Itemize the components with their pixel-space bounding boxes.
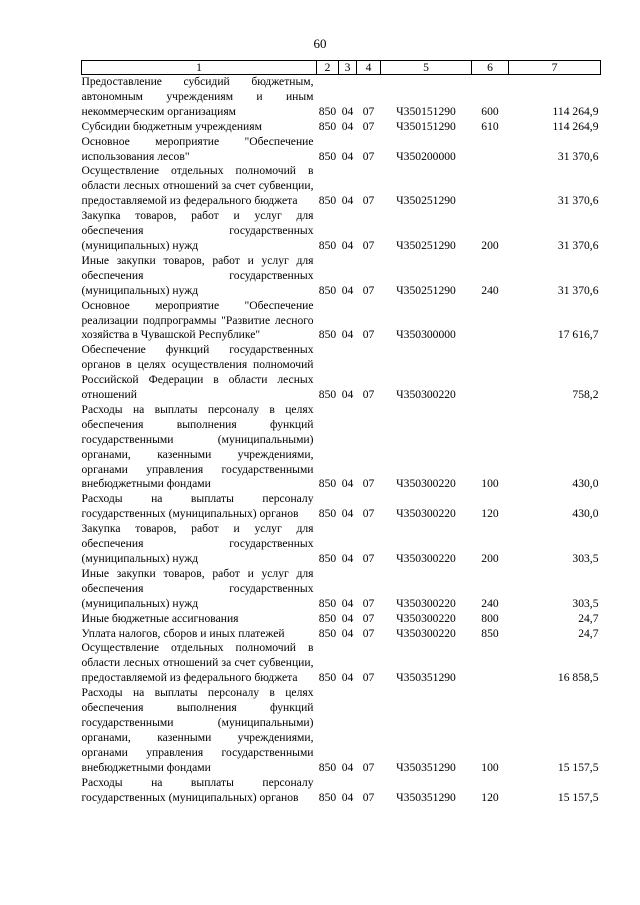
table-row: [82, 492, 601, 522]
header-col-6: 6: [472, 61, 509, 75]
amount-value: 24,7: [578, 626, 599, 640]
table-row: [82, 567, 601, 612]
ministry-code: 850: [318, 477, 337, 491]
section-code: 04: [341, 238, 354, 252]
section-code: 04: [341, 149, 354, 163]
expense-type-code: [472, 135, 509, 165]
amount-value: 430,0: [572, 507, 599, 521]
row-name: Иные закупки товаров, работ и услуг для обеспечения государственных (муниципальных) нужд: [81, 253, 314, 297]
ministry-code: 850: [318, 104, 337, 118]
ministry-code: 850: [318, 149, 337, 163]
subsection-code: 07: [362, 388, 375, 402]
subsection-code: 07: [362, 596, 375, 610]
expense-type-code: [472, 164, 509, 209]
target-article-code: Ч350251290: [396, 283, 456, 297]
section-code: 04: [341, 596, 354, 610]
section-code: 04: [341, 760, 354, 774]
budget-table: [81, 60, 601, 805]
target-article-code: Ч350300220: [396, 596, 456, 610]
page-number: 60: [313, 36, 327, 51]
expense-type-code: 200: [481, 552, 499, 565]
table-row: [82, 135, 601, 165]
section-code: 04: [341, 283, 354, 297]
row-name: Закупка товаров, работ и услуг для обеспечения государственных (муниципальных) нужд: [81, 209, 314, 252]
table-row: [82, 612, 601, 627]
target-article-code: Ч350300220: [396, 552, 456, 565]
ministry-code: 850: [318, 119, 337, 133]
table-row: [82, 120, 601, 135]
subsection-code: 07: [362, 104, 375, 118]
target-article-code: Ч350251290: [396, 194, 456, 208]
amount-value: 16 858,5: [557, 671, 599, 685]
section-code: 04: [341, 194, 354, 208]
table-row: [82, 641, 601, 686]
subsection-code: 07: [362, 149, 375, 163]
row-name: Основное мероприятие "Обеспечение использования лесов": [81, 134, 314, 163]
expense-type-code: [472, 343, 509, 403]
amount-value: 430,0: [572, 477, 599, 491]
table-row: [82, 776, 601, 806]
row-name: Основное мероприятие "Обеспечение реализации подпрограммы "Развитие лесного хозяйства в Чувашской Республике": [81, 298, 314, 342]
expense-type-code: 240: [481, 596, 499, 610]
subsection-code: 07: [362, 194, 375, 208]
expense-type-code: 610: [481, 119, 499, 133]
header-col-7: 7: [509, 61, 601, 75]
amount-value: 17 616,7: [557, 328, 599, 342]
ministry-code: 850: [318, 194, 337, 208]
amount-value: 15 157,5: [557, 790, 599, 804]
header-col-5: 5: [381, 61, 472, 75]
ministry-code: 850: [318, 238, 337, 252]
table-row: [82, 209, 601, 254]
expense-type-code: 120: [481, 507, 499, 521]
row-name: Уплата налогов, сборов и иных платежей: [81, 626, 285, 640]
expense-type-code: [472, 299, 509, 344]
expense-type-code: 600: [481, 104, 499, 118]
target-article-code: Ч350351290: [396, 760, 456, 774]
expense-type-code: 850: [481, 626, 499, 640]
row-name: Расходы на выплаты персоналу в целях обеспечения выполнения функций государственными (муниципальными) органами, казенными учреждениями, органами управления государственными внебюджетными фондами: [81, 402, 314, 491]
subsection-code: 07: [362, 283, 375, 297]
subsection-code: 07: [362, 507, 375, 521]
target-article-code: Ч350151290: [396, 119, 456, 133]
ministry-code: 850: [318, 328, 337, 342]
subsection-code: 07: [362, 671, 375, 685]
expense-type-code: 100: [481, 477, 499, 491]
amount-value: 114 264,9: [552, 104, 599, 118]
row-name: Расходы на выплаты персоналу государственных (муниципальных) органов: [81, 775, 314, 804]
ministry-code: 850: [318, 626, 337, 640]
row-name: Расходы на выплаты персоналу в целях обеспечения выполнения функций государственными (муниципальными) органами, казенными учреждениями, органами управления государственными внебюджетными фондами: [81, 686, 314, 774]
expense-type-code: 800: [481, 611, 499, 625]
row-name: Иные закупки товаров, работ и услуг для обеспечения государственных (муниципальных) нужд: [81, 566, 314, 610]
ministry-code: 850: [318, 790, 337, 804]
table-row: [82, 627, 601, 642]
table-row: [82, 254, 601, 299]
target-article-code: Ч350300000: [396, 328, 456, 342]
table-row: [82, 164, 601, 209]
section-code: 04: [341, 552, 354, 565]
target-article-code: Ч350151290: [396, 104, 456, 118]
header-col-3: 3: [339, 61, 357, 75]
ministry-code: 850: [318, 596, 337, 610]
section-code: 04: [341, 328, 354, 342]
row-name: Субсидии бюджетным учреждениям: [81, 119, 262, 133]
row-name: Обеспечение функций государственных органов в целях осуществления полномочий Российской Федерации в области лесных отношений: [81, 343, 314, 402]
section-code: 04: [341, 104, 354, 118]
subsection-code: 07: [362, 790, 375, 804]
row-name: Предоставление субсидий бюджетным, автономным учреждениям и иным некоммерческим организациям: [81, 75, 314, 118]
section-code: 04: [341, 671, 354, 685]
ministry-code: 850: [318, 611, 337, 625]
table-row: [82, 343, 601, 403]
ministry-code: 850: [318, 760, 337, 774]
subsection-code: 07: [362, 760, 375, 774]
amount-value: 31 370,6: [557, 194, 599, 208]
row-name: Расходы на выплаты персоналу государственных (муниципальных) органов: [81, 492, 314, 521]
ministry-code: 850: [318, 552, 337, 565]
target-article-code: Ч350300220: [396, 626, 456, 640]
row-name: Осуществление отдельных полномочий в области лесных отношений за счет субвенции, предоставляемой из федерального бюджета: [81, 641, 314, 685]
header-row: [82, 61, 601, 75]
amount-value: 303,5: [572, 552, 599, 565]
ministry-code: 850: [318, 507, 337, 521]
amount-value: 758,2: [572, 388, 599, 402]
amount-value: 15 157,5: [557, 760, 599, 774]
section-code: 04: [341, 388, 354, 402]
expense-type-code: 100: [481, 760, 499, 774]
amount-value: 114 264,9: [552, 119, 599, 133]
subsection-code: 07: [362, 119, 375, 133]
target-article-code: Ч350300220: [396, 611, 456, 625]
row-name: Закупка товаров, работ и услуг для обеспечения государственных (муниципальных) нужд: [81, 522, 314, 565]
header-col-4: 4: [357, 61, 381, 75]
header-col-2: 2: [317, 61, 339, 75]
target-article-code: Ч350200000: [396, 149, 456, 163]
section-code: 04: [341, 790, 354, 804]
subsection-code: 07: [362, 626, 375, 640]
ministry-code: 850: [318, 283, 337, 297]
amount-value: 24,7: [578, 611, 599, 625]
amount-value: 31 370,6: [557, 283, 599, 297]
section-code: 04: [341, 611, 354, 625]
amount-value: 31 370,6: [557, 238, 599, 252]
subsection-code: 07: [362, 238, 375, 252]
section-code: 04: [341, 119, 354, 133]
expense-type-code: 120: [481, 790, 499, 804]
row-name: Осуществление отдельных полномочий в области лесных отношений за счет субвенции, предоставляемой из федерального бюджета: [81, 164, 314, 208]
target-article-code: Ч350300220: [396, 507, 456, 521]
subsection-code: 07: [362, 328, 375, 342]
target-article-code: Ч350300220: [396, 388, 456, 402]
section-code: 04: [341, 626, 354, 640]
section-code: 04: [341, 507, 354, 521]
target-article-code: Ч350351290: [396, 790, 456, 804]
table-row: [82, 522, 601, 567]
amount-value: 303,5: [572, 596, 599, 610]
section-code: 04: [341, 477, 354, 491]
table-row: [82, 75, 601, 120]
subsection-code: 07: [362, 611, 375, 625]
expense-type-code: [472, 641, 509, 686]
amount-value: 31 370,6: [557, 149, 599, 163]
target-article-code: Ч350300220: [396, 477, 456, 491]
ministry-code: 850: [318, 388, 337, 402]
table-row: [82, 299, 601, 344]
expense-type-code: 200: [481, 238, 499, 252]
subsection-code: 07: [362, 477, 375, 491]
row-name: Иные бюджетные ассигнования: [81, 611, 239, 625]
target-article-code: Ч350251290: [396, 238, 456, 252]
subsection-code: 07: [362, 552, 375, 565]
table-row: [82, 686, 601, 775]
expense-type-code: 240: [481, 283, 499, 297]
table-row: [82, 403, 601, 492]
target-article-code: Ч350351290: [396, 671, 456, 685]
header-col-1: 1: [82, 61, 317, 75]
ministry-code: 850: [318, 671, 337, 685]
